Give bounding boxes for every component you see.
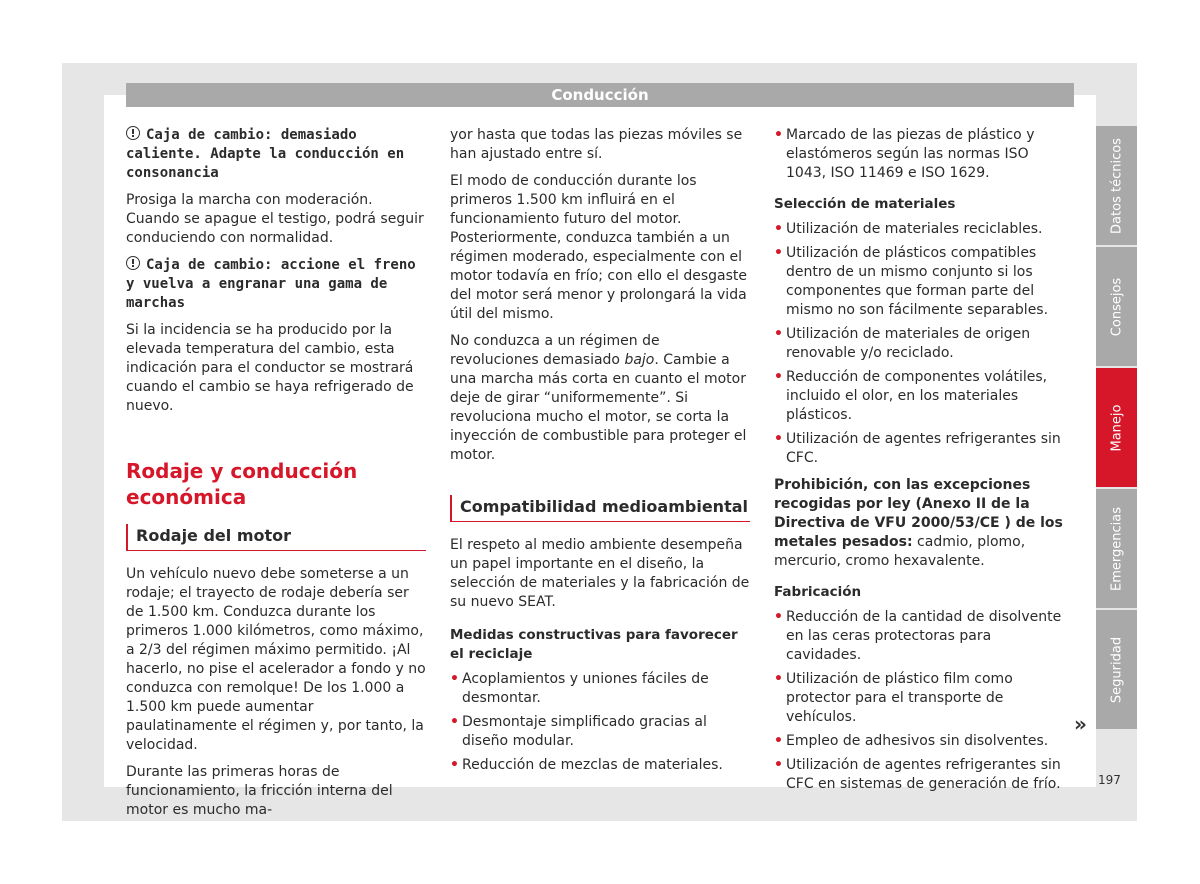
page-number: 197 [1098,773,1121,787]
column-1 [126,126,426,828]
bullet-item: • Reducción de mezclas de materiales. [450,756,750,775]
paragraph: Si la incidencia se ha producido por la elevada temperatura del cambio, esta indicación para el conductor se mostrará cuando el cambio se haya refrigerado de nuevo. [126,322,414,414]
emphasis-text: bajo [624,352,655,368]
chapter-tabs [1096,126,1137,731]
section-heading: Rodaje del motor [126,524,426,551]
bullet-item: • Marcado de las piezas de plástico y elastómeros según las normas ISO 1043, ISO 11469 e ISO 1629. [774,126,1070,183]
bullet-item: • Acoplamientos y uniones fáciles de desmontar. [450,670,750,708]
bullet-item: • Utilización de materiales de origen renovable y/o reciclado. [774,325,1070,363]
text-span: No conduzca a un régimen de revoluciones demasiado [450,333,660,368]
section-heading: Compatibilidad medioambiental [450,495,750,522]
subheading: Fabricación [774,584,862,600]
bullet-item: • Empleo de adhesivos sin disolventes. [774,732,1070,751]
tab-manejo[interactable] [1096,368,1137,487]
bullet-item: • Desmontaje simplificado gracias al diseño modular. [450,713,750,751]
paragraph [450,332,750,465]
chapter-title: Rodaje y conducción económica [126,459,358,509]
bullet-item: • Utilización de agentes refrigerantes sin CFC. [774,430,1070,468]
tab-label: Datos técnicos [1109,137,1124,234]
text-span: . Cambie a una marcha más corta en cuanto el motor deje de girar “uniformemente”. Si revoluciona mucho el motor, se corta la inyección de combustible para proteger el motor. [450,352,747,463]
tab-emergencias[interactable] [1096,489,1137,608]
warning-text: Caja de cambio: demasiado caliente. Adapte la conducción en consonancia [126,127,405,181]
warning-icon [126,126,140,140]
warning-text: Caja de cambio: accione el freno y vuelva a engranar una gama de marchas [126,257,416,311]
section-header: Conducción [126,83,1074,107]
bullet-item: • Utilización de plásticos compatibles dentro de un mismo conjunto si los componentes que forman parte del mismo no son fácilmente separables. [774,244,1070,320]
subheading: Medidas constructivas para favorecer el reciclaje [450,627,738,662]
bullet-item: • Reducción de componentes volátiles, incluido el olor, en los materiales plásticos. [774,368,1070,425]
paragraph: yor hasta que todas las piezas móviles se han ajustado entre sí. [450,127,743,162]
bullet-item: • Reducción de la cantidad de disolvente en las ceras protectoras para cavidades. [774,608,1070,665]
paragraph: Un vehículo nuevo debe someterse a un rodaje; el trayecto de rodaje debería ser de 1.500 km. Conduzca durante los primeros 1.000 kilómetros, como máximo, a 2/3 del régimen máximo permitido. ¡Al hacerlo, no pise el acelerador a fondo y no conduzca con remolque! De los 1.000 a 1.500 km puede aumentar paulatinamente el régimen y, por tanto, la velocidad. [126,566,426,753]
column-2 [450,126,750,780]
bullet-item: • Utilización de plástico film como protector para el transporte de vehículos. [774,670,1070,727]
warning-heading [126,256,426,313]
warning-icon [126,256,140,270]
subheading: Selección de materiales [774,196,956,212]
warning-heading [126,126,426,183]
tab-datos-tecnicos[interactable] [1096,126,1137,245]
tab-label: Emergencias [1109,506,1124,591]
tab-seguridad[interactable] [1096,610,1137,729]
text-span: cadmio, plomo, mercurio, cromo hexavalente. [774,534,1026,569]
paragraph [774,476,1070,571]
paragraph: Durante las primeras horas de funcionamiento, la fricción interna del motor es mucho ma- [126,764,393,818]
bullet-item: • Utilización de agentes refrigerantes sin CFC en sistemas de generación de frío. [774,756,1070,794]
paragraph: El modo de conducción durante los primeros 1.500 km influirá en el funcionamiento futuro del motor. Posteriormente, conduzca también a un régimen moderado, especialmente con el motor todavía en frío; con ello el desgaste del motor será menor y prolongará la vida útil del mismo. [450,173,748,322]
tab-label: Manejo [1109,404,1124,451]
continue-arrow-icon: » [1074,712,1087,736]
paragraph: El respeto al medio ambiente desempeña un papel importante en el diseño, la selección de materiales y la fabricación de su nuevo SEAT. [450,537,750,610]
bullet-item: • Utilización de materiales reciclables. [774,220,1070,239]
tab-consejos[interactable] [1096,247,1137,366]
tab-label: Seguridad [1109,636,1124,703]
tab-label: Consejos [1109,277,1124,336]
bold-text: Prohibición, con las excepciones recogidas por ley (Anexo II de la Directiva de VFU 2000/53/CE ) de los metales pesados: [774,477,1063,550]
column-3 [774,126,1070,799]
paragraph: Prosiga la marcha con moderación. Cuando se apague el testigo, podrá seguir conduciendo con normalidad. [126,192,424,246]
